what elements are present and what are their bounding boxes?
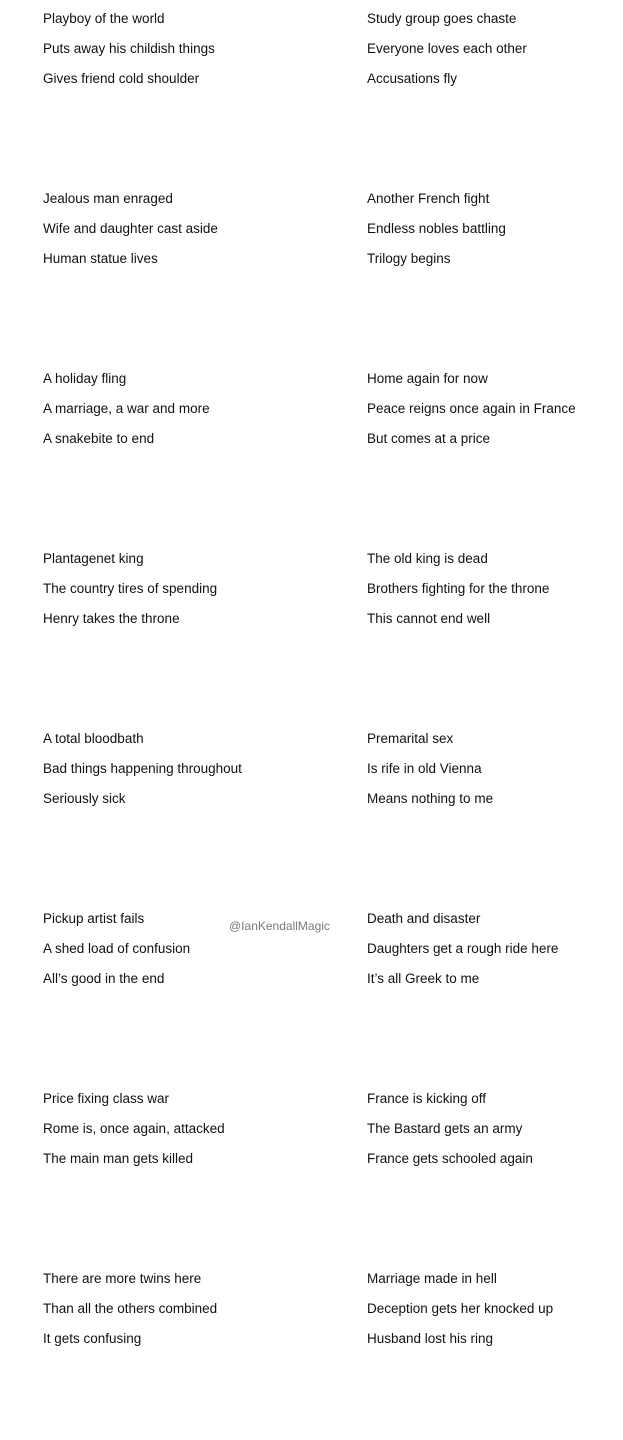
haiku-line: Home again for now [367, 371, 488, 386]
haiku-line: Study group goes chaste [367, 11, 517, 26]
haiku-line: Is rife in old Vienna [367, 761, 482, 776]
haiku-line: The country tires of spending [43, 581, 218, 596]
haiku-line: Wife and daughter cast aside [43, 221, 218, 236]
haiku [43, 360, 333, 540]
haiku-line: A snakebite to end [43, 431, 155, 446]
haiku-line: But comes at a price [367, 431, 491, 446]
haiku-line: Daughters get a rough ride here [367, 941, 559, 956]
haiku-line: Death and disaster [367, 911, 481, 926]
haiku-line: Premarital sex [367, 731, 454, 746]
haiku [43, 720, 333, 900]
haiku-line: The old king is dead [367, 551, 488, 566]
haiku [367, 360, 617, 540]
haiku-line: A holiday fling [43, 371, 127, 386]
haiku-line: Peace reigns once again in France [367, 401, 576, 416]
haiku-line: Endless nobles battling [367, 221, 506, 236]
haiku-line: Pickup artist fails [43, 911, 145, 926]
haiku-line: Husband lost his ring [367, 1331, 494, 1346]
haiku [367, 720, 617, 900]
haiku-line: The Bastard gets an army [367, 1121, 523, 1136]
haiku-line: Brothers fighting for the throne [367, 581, 550, 596]
haiku-line: A total bloodbath [43, 731, 144, 746]
haiku-line: The main man gets killed [43, 1151, 194, 1166]
haiku-line: A shed load of confusion [43, 941, 191, 956]
haiku-line: France is kicking off [367, 1091, 487, 1106]
haiku-line: Means nothing to me [367, 791, 494, 806]
haiku [43, 0, 333, 180]
haiku-line: It’s all Greek to me [367, 971, 480, 986]
haiku-line: Everyone loves each other [367, 41, 527, 56]
haiku [367, 1260, 617, 1440]
haiku-line: Marriage made in hell [367, 1271, 497, 1286]
haiku [367, 180, 617, 360]
haiku [43, 180, 333, 360]
haiku-line: All’s good in the end [43, 971, 165, 986]
haiku [43, 1260, 333, 1440]
haiku-line: Puts away his childish things [43, 41, 215, 56]
haiku-line: Henry takes the throne [43, 611, 180, 626]
haiku-line: France gets schooled again [367, 1151, 533, 1166]
haiku-line: Another French fight [367, 191, 490, 206]
haiku-line: Bad things happening throughout [43, 761, 242, 776]
right-column [367, 0, 617, 1440]
haiku-line: Than all the others combined [43, 1301, 218, 1316]
haiku-line: It gets confusing [43, 1331, 142, 1346]
haiku-line: Seriously sick [43, 791, 126, 806]
haiku-line: Deception gets her knocked up [367, 1301, 554, 1316]
haiku [367, 900, 617, 1080]
haiku-line: Rome is, once again, attacked [43, 1121, 225, 1136]
haiku [367, 540, 617, 720]
haiku-line: Jealous man enraged [43, 191, 173, 206]
haiku-line: A marriage, a war and more [43, 401, 210, 416]
haiku-line: Gives friend cold shoulder [43, 71, 200, 86]
haiku-line: Playboy of the world [43, 11, 165, 26]
haiku [367, 0, 617, 180]
haiku-line: Plantagenet king [43, 551, 144, 566]
haiku [43, 540, 333, 720]
watermark-handle: @IanKendallMagic [229, 919, 330, 933]
left-column [43, 0, 333, 1440]
haiku-line: This cannot end well [367, 611, 491, 626]
haiku [43, 1080, 333, 1260]
haiku-line: Human statue lives [43, 251, 158, 266]
haiku-line: Price fixing class war [43, 1091, 170, 1106]
haiku-line: Accusations fly [367, 71, 458, 86]
haiku-line: Trilogy begins [367, 251, 451, 266]
haiku [367, 1080, 617, 1260]
haiku-line: There are more twins here [43, 1271, 202, 1286]
